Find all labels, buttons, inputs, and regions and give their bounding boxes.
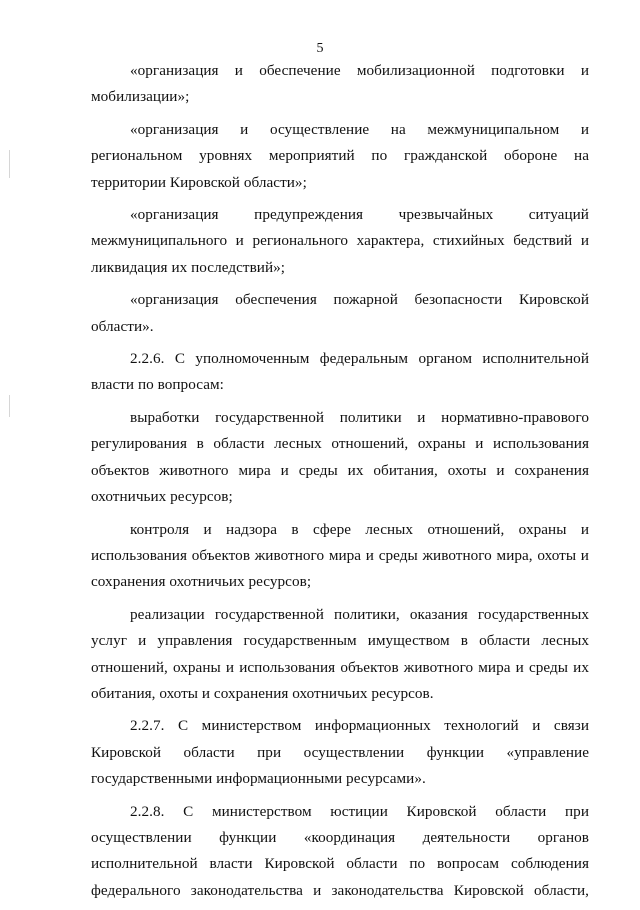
paragraph: выработки государственной политики и нормативно-правового регулирования в области лесных отношений, охраны и использования объектов животного мира и среды их обитания, охоты и сохранения охотничьих ресурсов; (91, 408, 589, 506)
scan-edge-mark (9, 150, 10, 178)
paragraph: 2.2.6. С уполномоченным федеральным органом исполнительной власти по вопросам: (91, 350, 589, 394)
scan-edge-mark (9, 395, 10, 417)
page-number: 5 (316, 41, 324, 56)
paragraph: «организация обеспечения пожарной безопасности Кировской области». (91, 291, 589, 335)
paragraph: 2.2.7. С министерством информационных технологий и связи Кировской области при осуществлении функции «управление государственными информационными ресурсами». (91, 717, 589, 788)
paragraph: контроля и надзора в сфере лесных отношений, охраны и использования объектов животного мира и среды животного мира, охоты и сохранения охотничьих ресурсов; (91, 520, 589, 591)
paragraph: 2.2.8. С министерством юстиции Кировской области при осуществлении функции «координация деятельности органов исполнительной власти Кировской области по вопросам соблюдения федерального законодательства и законодательства Кировской области, (91, 802, 589, 899)
paragraph: «организация и обеспечение мобилизационной подготовки и мобилизации»; (91, 62, 589, 106)
paragraph: реализации государственной политики, оказания государственных услуг и управления государственным имуществом в области лесных отношений, охраны и использования объектов животного мира и среды их обитания, охоты и сохранения охотничьих ресурсов. (91, 605, 589, 702)
paragraph: «организация и осуществление на межмуниципальном и региональном уровнях мероприятий по гражданской обороне на территории Кировской области»; (91, 120, 589, 191)
paragraph: «организация предупреждения чрезвычайных ситуаций межмуниципального и регионального характера, стихийных бедствий и ликвидация их последствий»; (91, 206, 589, 276)
document-body (91, 58, 589, 910)
